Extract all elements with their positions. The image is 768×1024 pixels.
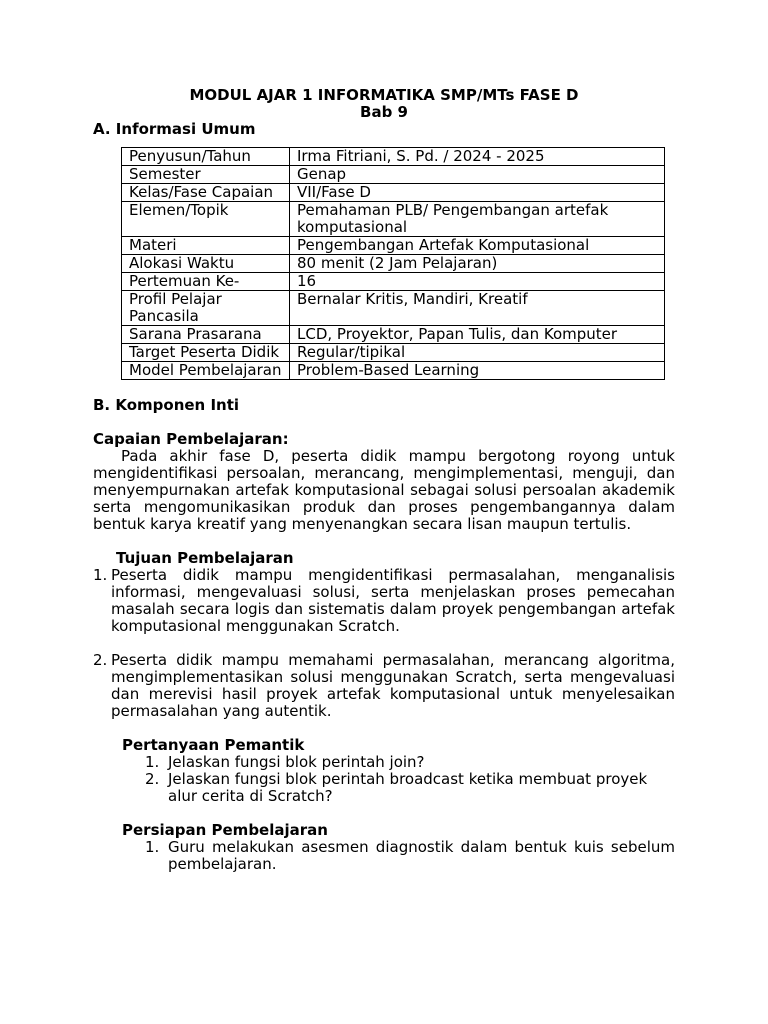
table-cell-label: Pertemuan Ke-: [122, 273, 290, 291]
list-item: [93, 652, 675, 720]
table-cell-label: Sarana Prasarana: [122, 326, 290, 344]
table-cell-value: Genap: [290, 166, 665, 184]
list-text: Peserta didik mampu memahami permasalahan, merancang algoritma, mengimplementasikan solusi menggunakan Scratch, serta mengevaluasi dan merevisi hasil proyek artefak komputasional untuk menyelesaikan permasalahan yang autentik.: [111, 651, 675, 720]
table-row: [122, 202, 665, 237]
section-b-heading: B. Komponen Inti: [93, 396, 240, 414]
table-cell-value: Bernalar Kritis, Mandiri, Kreatif: [290, 291, 665, 326]
table-row: [122, 326, 665, 344]
table-row: [122, 166, 665, 184]
table-cell-label: Materi: [122, 237, 290, 255]
table-cell-label: Kelas/Fase Capaian: [122, 184, 290, 202]
table-cell-value: LCD, Proyektor, Papan Tulis, dan Komputer: [290, 326, 665, 344]
capaian-heading: Capaian Pembelajaran:: [93, 430, 289, 448]
table-cell-value: Pemahaman PLB/ Pengembangan artefak komputasional: [290, 202, 665, 237]
pemantik-list: [145, 754, 675, 805]
table-cell-label: Semester: [122, 166, 290, 184]
table-row: [122, 273, 665, 291]
table-row: [122, 362, 665, 380]
list-number: 1.: [145, 838, 160, 856]
table-cell-value: Pengembangan Artefak Komputasional: [290, 237, 665, 255]
table-row: [122, 237, 665, 255]
table-cell-value: Regular/tipikal: [290, 344, 665, 362]
table-cell-value: 80 menit (2 Jam Pelajaran): [290, 255, 665, 273]
tujuan-list: [93, 567, 675, 720]
capaian-paragraph: Pada akhir fase D, peserta didik mampu bergotong royong untuk mengidentifikasi persoalan, merancang, mengimplementasi, menguji, dan menyempurnakan artefak komputasional sebagai solusi persoalan akademik serta mengomunikasikan produk dan proses pengembangannya dalam bentuk karya kreatif yang menyenangkan secara lisan maupun tertulis.: [93, 447, 675, 533]
document-page: [93, 87, 675, 873]
table-cell-label: Alokasi Waktu: [122, 255, 290, 273]
table-cell-value: VII/Fase D: [290, 184, 665, 202]
info-table: [121, 147, 665, 380]
table-cell-label: Elemen/Topik: [122, 202, 290, 237]
tujuan-heading: Tujuan Pembelajaran: [116, 549, 294, 567]
table-cell-label: Penyusun/Tahun: [122, 148, 290, 166]
list-text: Jelaskan fungsi blok perintah broadcast ketika membuat proyek alur cerita di Scratch?: [168, 770, 648, 805]
list-item: [145, 839, 675, 873]
table-cell-label: Model Pembelajaran: [122, 362, 290, 380]
table-cell-label: Target Peserta Didik: [122, 344, 290, 362]
list-item: [145, 754, 675, 771]
table-row: [122, 255, 665, 273]
persiapan-list: [145, 839, 675, 873]
document-subtitle: Bab 9: [360, 103, 408, 121]
pemantik-heading: Pertanyaan Pemantik: [122, 736, 305, 754]
list-number: 1.: [145, 753, 160, 771]
table-cell-value: Irma Fitriani, S. Pd. / 2024 - 2025: [290, 148, 665, 166]
section-a-heading: A. Informasi Umum: [93, 120, 256, 138]
list-number: 2.: [145, 770, 160, 788]
table-row: [122, 344, 665, 362]
persiapan-heading: Persiapan Pembelajaran: [122, 821, 328, 839]
table-cell-value: Problem-Based Learning: [290, 362, 665, 380]
table-row: [122, 148, 665, 166]
list-text: Jelaskan fungsi blok perintah join?: [168, 753, 425, 771]
list-number: 2.: [93, 651, 108, 669]
list-number: 1.: [93, 566, 108, 584]
list-text: Peserta didik mampu mengidentifikasi permasalahan, menganalisis informasi, mengevaluasi solusi, serta menjelaskan proses pemecahan masalah secara logis dan sistematis dalam proyek pengembangan artefak komputasional menggunakan Scratch.: [111, 566, 675, 635]
table-row: [122, 184, 665, 202]
table-row: [122, 291, 665, 326]
list-item: [93, 567, 675, 635]
table-cell-label: Profil Pelajar Pancasila: [122, 291, 290, 326]
list-item: [145, 771, 675, 805]
document-title: MODUL AJAR 1 INFORMATIKA SMP/MTs FASE D: [189, 86, 579, 104]
list-text: Guru melakukan asesmen diagnostik dalam bentuk kuis sebelum pembelajaran.: [168, 838, 675, 873]
table-cell-value: 16: [290, 273, 665, 291]
